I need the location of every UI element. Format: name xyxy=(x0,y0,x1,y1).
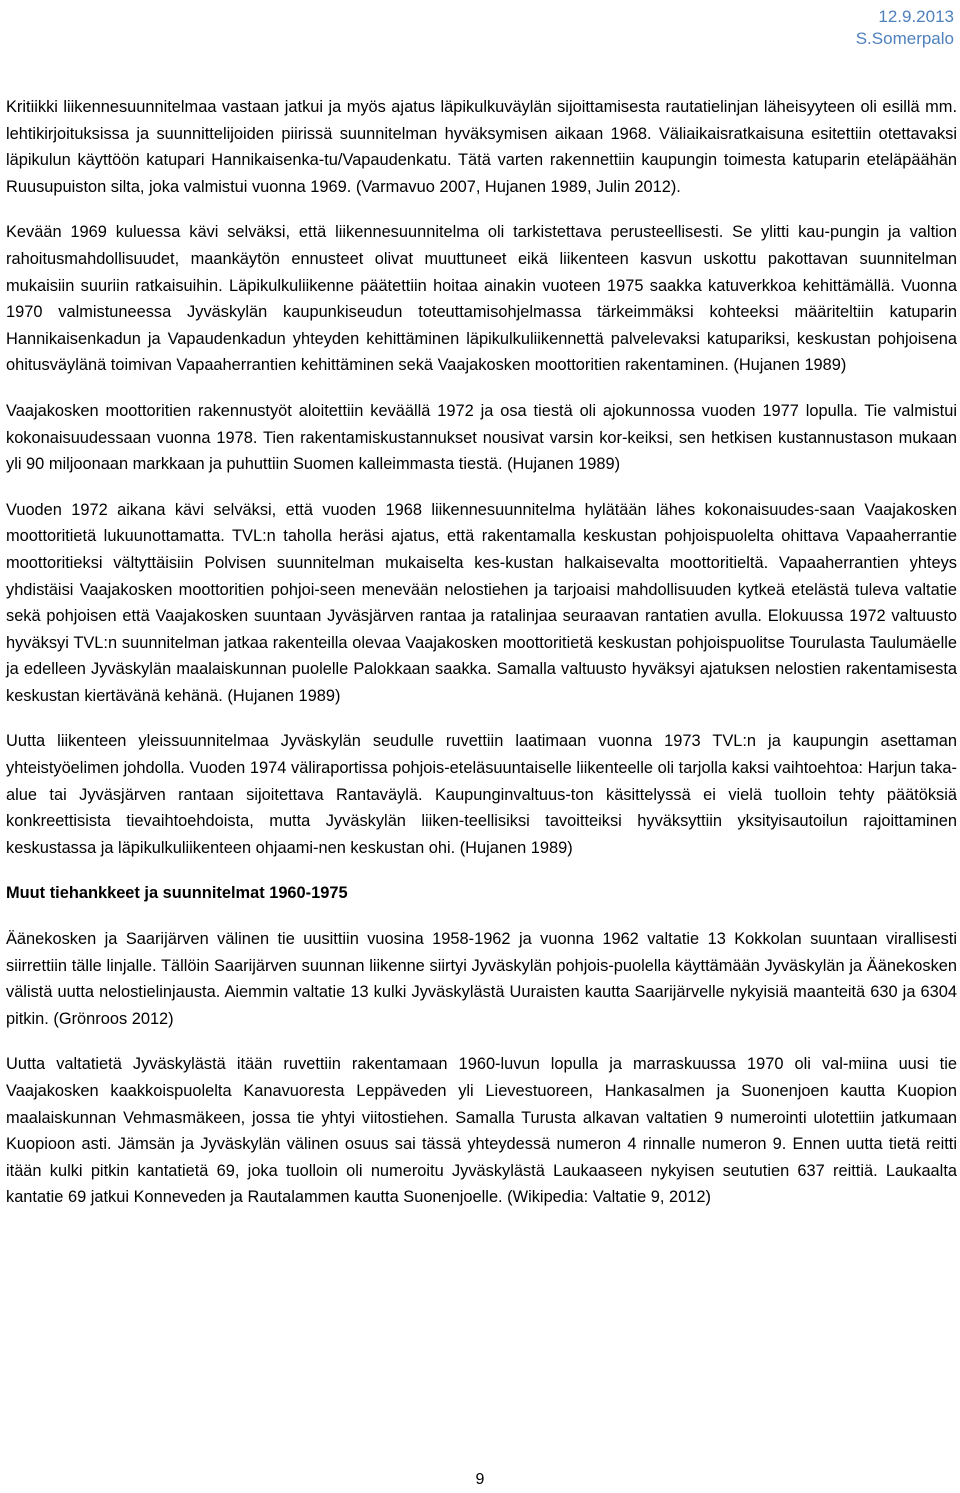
body-paragraph: Kritiikki liikennesuunnitelmaa vastaan jatkui ja myös ajatus läpikulkuväylän sijoittamisesta rautatielinjan läheisyyteen oli esillä mm. lehtikirjoituksissa ja suunnittelijoiden piirissä suunnitelman hyväksymisen aikaan 1968. Väliaikaisratkaisuna esitettiin otettavaksi läpikulun käyttöön katupari Hannikaisenka-tu/Vapaudenkatu. Tätä varten rakennettiin kaupungin toimesta katuparin eteläpäähän Ruusupuiston silta, joka valmistui vuonna 1969. (Varmavuo 2007, Hujanen 1989, Julin 2012). xyxy=(6,98,957,196)
body-paragraph: Vaajakosken moottoritien rakennustyöt aloitettiin keväällä 1972 ja osa tiestä oli ajokunnossa vuoden 1977 lopulla. Tie valmistui kokonaisuudessaan vuonna 1978. Tien rakentamiskustannukset nousivat varsin kor-keiksi, sen hetkisen kustannustason mukaan yli 90 miljoonaan markkaan ja puhuttiin Suomen kalleimmasta tiestä. (Hujanen 1989) xyxy=(6,401,957,474)
document-body xyxy=(6,94,957,1230)
section-paragraph: Uutta valtatietä Jyväskylästä itään ruvettiin rakentamaan 1960-luvun lopulla ja marraskuussa 1970 oli val-miina uusi tie Vaajakosken kaakkoispuolelta Kanavuoresta Leppäveden yli Lievestuoreen, Hankasalmen ja Suonenjoen kautta Kuopion maalaiskunnan Vehmasmäkeen, jossa tie yhtyi viitostiehen. Samalla Turusta alkavan valtatien 9 numerointi ulotettiin jatkumaan Kuopioon asti. Jämsän ja Jyväskylän välinen osuus sai tässä yhteydessä numeron 4 rinnalle numeron 9. Ennen uutta tietä reitti itään kulki pitkin kantatietä 69, joka tuolloin oli numeroitu Jyväskylästä Laukaaseen nykyisen seututien 637 reittiä. Laukaalta kantatie 69 jatkui Konneveden ja Rautalammen kautta Suonenjoelle. (Wikipedia: Valtatie 9, 2012) xyxy=(6,1055,957,1207)
page-header xyxy=(856,6,954,50)
header-author: S.Somerpalo xyxy=(855,29,954,48)
header-date: 12.9.2013 xyxy=(878,7,954,26)
section-paragraph: Äänekosken ja Saarijärven välinen tie uusittiin vuosina 1958-1962 ja vuonna 1962 valtatie 13 Kokkolan suuntaan virallisesti siirrettiin tälle linjalle. Tällöin Saarijärven suunnan liikenne siirtyi Jyväskylän pohjois-puolella käyttämään Jyväskylän ja Äänekosken välistä uutta nelostielinjausta. Aiemmin valtatie 13 kulki Jyväskylästä Uuraisten kautta Saarijärvelle nykyisiä maanteitä 630 ja 6304 pitkin. (Grönroos 2012) xyxy=(6,930,957,1028)
body-paragraph: Kevään 1969 kuluessa kävi selväksi, että liikennesuunnitelma oli tarkistettava perusteellisesti. Se ylitti kau-pungin ja valtion rahoitusmahdollisuudet, maankäytön ennusteet olivat muuttuneet eikä liikenteen kasvun uskottu pakottavan suunnitelman mukaisiin suuriin ratkaisuihin. Läpikulkuliikenne päätettiin hoitaa ainakin vuoteen 1975 saakka katuverkkoa kehittämällä. Vuonna 1970 valmistuneessa Jyväskylän kaupunkiseudun toteuttamisohjelmassa tärkeimmäksi kohteeksi määriteltiin katuparin Hannikaisenkadun ja Vapaudenkadun yhteyden kehittäminen läpikulkuliikennettä palvelevaksi katupariksi, keskustan pohjoisena ohitusväylänä toimivan Vapaaherrantien kehittäminen sekä Vaajakosken moottoritien rakentaminen. (Hujanen 1989) xyxy=(6,223,957,375)
body-paragraph: Vuoden 1972 aikana kävi selväksi, että vuoden 1968 liikennesuunnitelma hylätään lähes kokonaisuudes-saan Vaajakosken moottoritietä lukuunottamatta. TVL:n taholla heräsi ajatus, että rakentamalla keskustan pohjoispuolelta ohittava Vapaaherrantie moottoritieksi vältyttäisiin Polvisen suunnitelman mukaiselta kes-kustan halkaisevalta moottoritieltä. Vapaaherrantien yhteys yhdistäisi Vaajakosken moottoritien pohjoi-seen menevään nelostiehen ja tarjoaisi mahdollisuuden kytkeä etelästä tuleva valtatie sekä pohjoisen että Vaajakosken suuntaan Jyväsjärven rantaa ja ratalinjaa seuraavan rantatien avulla. Elokuussa 1972 valtuusto hyväksyi TVL:n suunnitelman jatkaa rakenteilla olevaa Vaajakosken moottoritietä keskustan pohjoispuolitse Tourulasta Taulumäelle ja edelleen Jyväskylän maalaiskunnan puolelle Palokkaan saakka. Samalla valtuusto hyväksyi ajatuksen nelostien rakentamisesta keskustan kiertävänä kehänä. (Hujanen 1989) xyxy=(6,500,957,705)
page-number: 9 xyxy=(475,1471,485,1488)
body-paragraph: Uutta liikenteen yleissuunnitelmaa Jyväskylän seudulle ruvettiin laatimaan vuonna 1973 TVL:n ja kaupungin asettaman yhteistyöelimen johdolla. Vuoden 1974 väliraportissa pohjois-eteläsuuntaiselle liikenteelle oli tarjolla kaksi vaihtoehtoa: Harjun taka-alue tai Jyväsjärven rantaan sijoitettava Rantaväylä. Kaupunginvaltuus-ton käsittelyssä ei vielä tuolloin tehty päätöksiä konkreettisista tievaihtoehdoista, mutta Jyväskylän liiken-teellisiksi tavoitteiksi hyväksyttiin yksityisautoilun rajoittaminen keskustassa ja läpikulkuliikenteen ohjaami-nen keskustan ohi. (Hujanen 1989) xyxy=(6,732,957,857)
section-heading: Muut tiehankkeet ja suunnitelmat 1960-1975 xyxy=(6,884,348,903)
